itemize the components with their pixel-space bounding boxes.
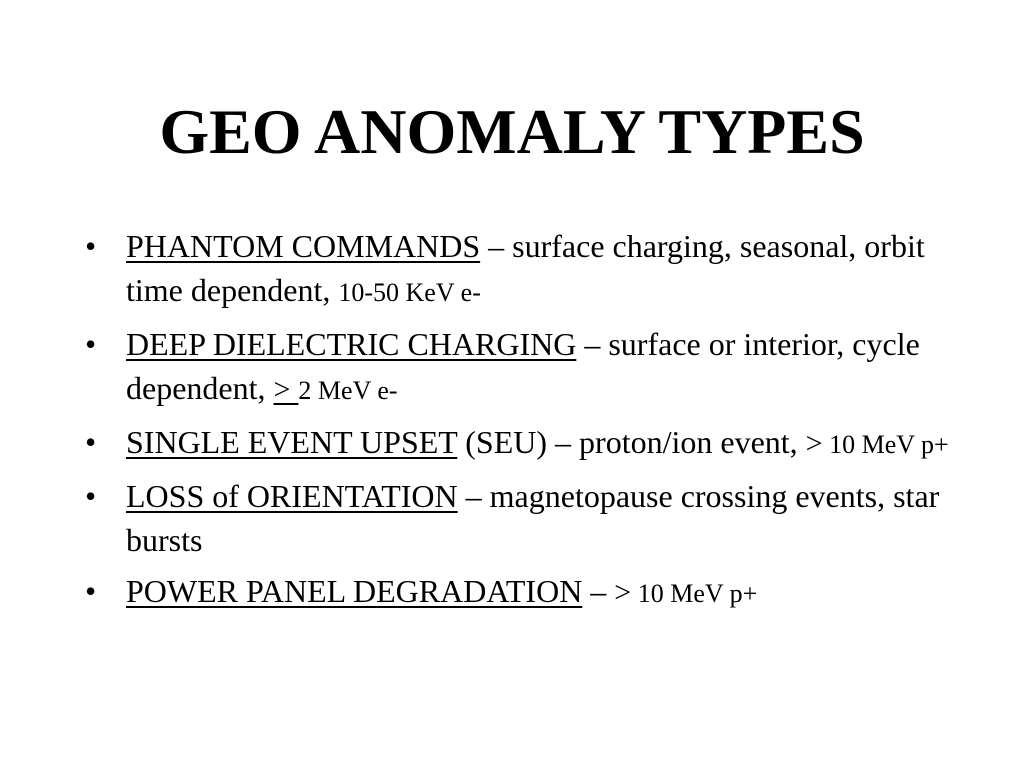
- bullet-list: [85, 224, 965, 616]
- bullet-text: – surface or interior, cycle dependent,: [126, 326, 920, 406]
- bullet-heading: LOSS of ORIENTATION: [126, 478, 458, 514]
- greater-than-symbol: >: [614, 576, 632, 609]
- bullet-heading: SINGLE EVENT UPSET: [126, 424, 458, 460]
- bullet-item-single-event-upset: [85, 420, 965, 467]
- bullet-icon: •: [85, 228, 97, 264]
- bullet-text: (SEU) – proton/ion event,: [457, 424, 806, 460]
- bullet-energy: 2 MeV e-: [298, 376, 398, 405]
- bullet-energy: 10 MeV p+: [631, 579, 758, 608]
- bullet-text: –: [582, 573, 615, 609]
- bullet-icon: •: [85, 573, 97, 609]
- bullet-icon: •: [85, 326, 97, 362]
- bullet-heading: DEEP DIELECTRIC CHARGING: [126, 326, 577, 362]
- greater-than-symbol: >: [273, 373, 291, 406]
- greater-than-symbol: >: [805, 427, 823, 460]
- bullet-item-loss-of-orientation: [85, 474, 965, 562]
- bullet-item-phantom-commands: [85, 224, 965, 315]
- bullet-icon: •: [85, 424, 97, 460]
- bullet-energy: 10 MeV p+: [822, 430, 949, 459]
- bullet-heading: PHANTOM COMMANDS: [126, 228, 481, 264]
- bullet-text: – magnetopause crossing events, star bursts: [126, 478, 940, 558]
- bullet-item-power-panel-degradation: [85, 569, 965, 616]
- slide-title: GEO ANOMALY TYPES: [159, 96, 865, 167]
- bullet-item-deep-dielectric-charging: [85, 322, 965, 413]
- bullet-text: – surface charging, seasonal, orbit time dependent,: [126, 228, 925, 308]
- bullet-energy: 10-50 KeV e-: [338, 278, 481, 307]
- bullet-icon: •: [85, 478, 97, 514]
- bullet-heading: POWER PANEL DEGRADATION: [126, 573, 583, 609]
